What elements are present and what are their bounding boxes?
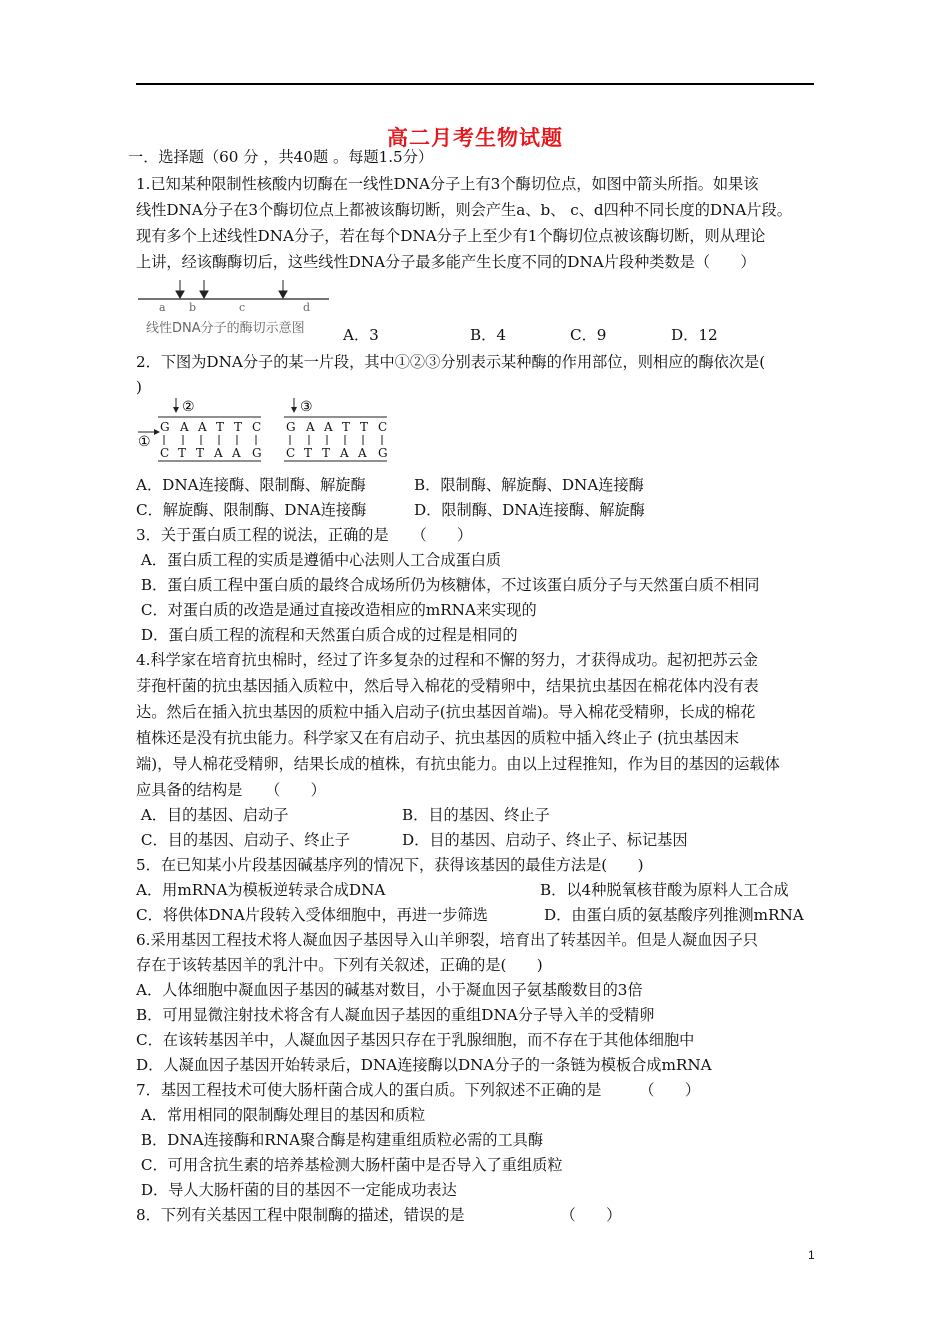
q7-stem: 7．基因工程技术可使大肠杆菌合成人的蛋白质。下列叙述不正确的是 （ ） xyxy=(136,1081,701,1099)
base: A xyxy=(198,420,207,434)
section-heading: 一．选择题（60 分 ，共40题 。每题1.5分） xyxy=(128,148,434,166)
q3-option: C．对蛋白质的改造是通过直接改造相应的mRNA来实现的 xyxy=(136,601,537,619)
q4-option: A．目的基因、启动子 xyxy=(136,806,289,824)
q2-dna-segment-figure xyxy=(136,395,396,465)
q1-option: A．3 xyxy=(343,326,379,344)
q1-line: 1.已知某种限制性核酸内切酶在一线性DNA分子上有3个酶切位点，如图中箭头所指。如果该 xyxy=(136,175,759,193)
strand-block-1 xyxy=(160,420,262,460)
q2-option: D．限制酶、DNA连接酶、解旋酶 xyxy=(414,501,645,519)
base: G xyxy=(286,420,296,434)
q4-option: C．目的基因、启动子、终止子 xyxy=(136,831,350,849)
strand-block-2 xyxy=(286,420,388,460)
segment-label: a xyxy=(159,301,166,314)
base: G xyxy=(378,446,388,460)
base: T xyxy=(234,420,243,434)
base: A xyxy=(358,446,367,460)
q8-stem: 8．下列有关基因工程中限制酶的描述，错误的是 （ ） xyxy=(136,1206,622,1224)
header-rule xyxy=(136,83,814,85)
q2-line: ) xyxy=(136,378,142,396)
q4-option: D．目的基因、启动子、终止子、标记基因 xyxy=(402,831,688,849)
q7-option: D．导人大肠杆菌的目的基因不一定能成功表达 xyxy=(136,1181,457,1199)
base: A xyxy=(324,420,333,434)
q4-line: 芽孢杆菌的抗虫基因插入质粒中，然后导入棉花的受精卵中，结果抗虫基因在棉花体内没有表 xyxy=(136,677,759,695)
base: G xyxy=(160,420,170,434)
base: A xyxy=(180,420,189,434)
q1-option: D．12 xyxy=(671,326,718,344)
page-number: 1 xyxy=(808,1248,815,1262)
base: A xyxy=(306,420,315,434)
base: A xyxy=(214,446,223,460)
q5-option: D．由蛋白质的氨基酸序列推测mRNA xyxy=(544,906,804,924)
base: T xyxy=(322,446,331,460)
segment-label: b xyxy=(189,301,197,314)
q7-option: B．DNA连接酶和RNA聚合酶是构建重组质粒必需的工具酶 xyxy=(136,1131,544,1149)
base: C xyxy=(286,446,296,460)
marker-2: ② xyxy=(182,399,195,415)
base: T xyxy=(178,446,187,460)
q3-stem: 3．关于蛋白质工程的说法，正确的是 （ ） xyxy=(136,526,473,544)
q1-option: B．4 xyxy=(470,326,507,344)
q1-line: 现有多个上述线性DNA分子，若在每个DNA分子上至少有1个酶切位点被该酶切断，则从理论 xyxy=(136,227,766,245)
q6-option: B．可用显微注射技术将含有人凝血因子基因的重组DNA分子导入羊的受精卵 xyxy=(136,1006,655,1024)
q4-line: 应具备的结构是 （ ） xyxy=(136,781,326,799)
marker-1: ① xyxy=(138,434,151,450)
figure-caption: 线性DNA分子的酶切示意图 xyxy=(146,321,305,336)
segment-label: c xyxy=(239,301,246,314)
base: T xyxy=(304,446,313,460)
q5-option: A．用mRNA为模板逆转录合成DNA xyxy=(136,881,386,899)
base: T xyxy=(216,420,225,434)
q6-option: A．人体细胞中凝血因子基因的碱基对数目，小于凝血因子氨基酸数目的3倍 xyxy=(136,981,643,999)
q7-option: A．常用相同的限制酶处理目的基因和质粒 xyxy=(136,1106,426,1124)
q5-option: B．以4种脱氧核苷酸为原料人工合成 xyxy=(540,881,789,899)
segment-label: d xyxy=(303,301,311,314)
q6-option: C．在该转基因羊中，人凝血因子基因只存在于乳腺细胞，而不存在于其他体细胞中 xyxy=(136,1031,695,1049)
q4-line: 4.科学家在培育抗虫棉时，经过了许多复杂的过程和不懈的努力，才获得成功。起初把苏云金 xyxy=(136,651,758,669)
base: G xyxy=(252,446,262,460)
q4-line: 达。然后在插入抗虫基因的质粒中插入启动子(抗虫基因首端)。导入棉花受精卵，长成的棉花 xyxy=(136,703,756,721)
marker-3: ③ xyxy=(300,399,313,415)
q1-line: 上讲，经该酶酶切后，这些线性DNA分子最多能产生长度不同的DNA片段种类数是（ ） xyxy=(136,253,756,271)
base: C xyxy=(378,420,388,434)
q3-option: B．蛋白质工程中蛋白质的最终合成场所仍为核糖体，不过该蛋白质分子与天然蛋白质不相同 xyxy=(136,576,760,594)
q6-line: 存在于该转基因羊的乳汁中。下列有关叙述，正确的是( ) xyxy=(136,956,543,974)
q3-option: D．蛋白质工程的流程和天然蛋白质合成的过程是相同的 xyxy=(136,626,518,644)
q2-option: B．限制酶、解旋酶、DNA连接酶 xyxy=(414,476,644,494)
base: A xyxy=(232,446,241,460)
q7-option: C．可用含抗生素的培养基检测大肠杆菌中是否导入了重组质粒 xyxy=(136,1156,563,1174)
q6-line: 6.采用基因工程技术将人凝血因子基因导入山羊卵裂，培育出了转基因羊。但是人凝血因子只 xyxy=(136,931,758,949)
base: C xyxy=(160,446,170,460)
base: A xyxy=(340,446,349,460)
q5-option: C．将供体DNA片段转入受体细胞中，再进一步筛选 xyxy=(136,906,488,924)
q1-option: C．9 xyxy=(570,326,607,344)
q6-option: D．人凝血因子基因开始转录后，DNA连接酶以DNA分子的一条链为模板合成mRNA xyxy=(136,1056,712,1074)
page-title: 高二月考生物试题 xyxy=(387,126,563,150)
base: C xyxy=(252,420,262,434)
q5-stem: 5．在已知某小片段基因碱基序列的情况下，获得该基因的最佳方法是( ) xyxy=(136,856,644,874)
q1-dna-cut-figure xyxy=(136,278,331,338)
q4-line: 植株还是没有抗虫能力。科学家又在有启动子、抗虫基因的质粒中插入终止子 (抗虫基因末 xyxy=(136,729,740,747)
q2-option: C．解旋酶、限制酶、DNA连接酶 xyxy=(136,501,367,519)
q3-option: A．蛋白质工程的实质是遵循中心法则人工合成蛋白质 xyxy=(136,551,502,569)
base: T xyxy=(342,420,351,434)
q2-line: 2．下图为DNA分子的某一片段，其中①②③分别表示某种酶的作用部位，则相应的酶依次是( xyxy=(136,353,766,371)
q4-option: B．目的基因、终止子 xyxy=(402,806,550,824)
base: T xyxy=(196,446,205,460)
cut-arrows xyxy=(176,280,287,298)
base: T xyxy=(360,420,369,434)
q2-option: A．DNA连接酶、限制酶、解旋酶 xyxy=(136,476,366,494)
q4-line: 端)，导人棉花受精卵，结果长成的植株，有抗虫能力。由以上过程推知，作为目的基因的运载体 xyxy=(136,755,780,773)
q1-line: 线性DNA分子在3个酶切位点上都被该酶切断，则会产生a、b、 c、d四种不同长度的DNA片段。 xyxy=(136,201,792,219)
